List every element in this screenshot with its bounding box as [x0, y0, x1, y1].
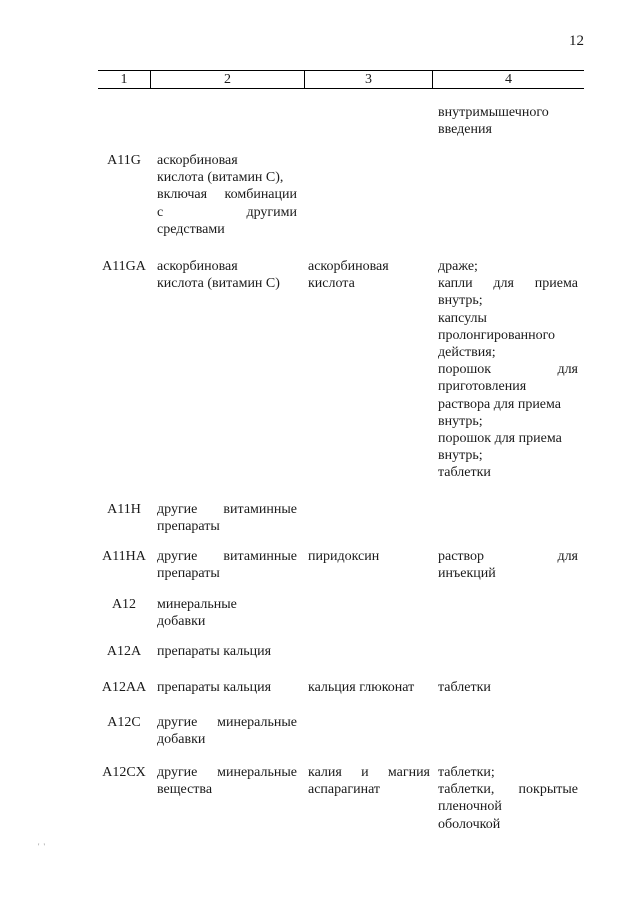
cell-line: с другими: [157, 204, 297, 220]
cell-line: внутримышечного: [438, 105, 549, 120]
header-col-3: 3: [304, 71, 432, 88]
atc-code: A11GA: [102, 259, 146, 274]
dosage-form: [438, 679, 578, 696]
cell-line: кислота: [308, 276, 355, 292]
cell-line: внутрь;: [438, 448, 483, 464]
dosage-form: [438, 258, 578, 482]
anatomical-group: [157, 714, 297, 748]
cell-line: инъекций: [438, 566, 496, 582]
cell-line: аспарагинат: [308, 782, 381, 798]
page-number: 12: [569, 33, 584, 49]
cell-line: добавки: [157, 732, 206, 748]
cell-line: внутрь;: [438, 293, 483, 309]
cell-line: вещества: [157, 782, 213, 798]
cell-line: средствами: [157, 221, 225, 237]
cell-line: включая комбинации: [157, 187, 297, 203]
cell-line: препараты: [157, 519, 220, 535]
cell-line: другие витаминные: [157, 549, 297, 564]
atc-code: A11H: [107, 502, 141, 517]
dosage-form: [438, 764, 578, 833]
cell-line: аскорбиновая: [157, 259, 238, 274]
header-col-1: 1: [120, 72, 128, 87]
cell-line: приготовления: [438, 379, 527, 395]
header-col-4: 4: [432, 71, 584, 88]
cell-line: пленочной: [438, 799, 502, 815]
cell-line: минеральные: [157, 597, 237, 612]
drug-name: [308, 548, 430, 565]
anatomical-group: [157, 501, 297, 535]
drug-name: [308, 679, 430, 696]
cell-line: таблетки;: [438, 765, 495, 780]
atc-code: A12CX: [102, 765, 146, 780]
cell-line: введения: [438, 122, 492, 138]
cell-line: драже;: [438, 259, 478, 274]
atc-code: A12AA: [101, 680, 147, 695]
anatomical-group: [157, 548, 297, 582]
anatomical-group: [157, 596, 297, 630]
anatomical-group: [157, 679, 297, 696]
atc-code: A12C: [107, 715, 141, 730]
cell-line: таблетки, покрытые: [438, 782, 578, 798]
cell-line: другие минеральные: [157, 715, 297, 730]
cell-line: таблетки: [438, 465, 491, 481]
cell-line: внутрь;: [438, 413, 483, 429]
drug-name: [308, 764, 430, 798]
cell-line: препараты: [157, 566, 220, 582]
atc-code: A11HA: [102, 549, 146, 564]
cell-line: препараты кальция: [157, 644, 272, 659]
anatomical-group: [157, 643, 297, 660]
cell-line: действия;: [438, 345, 496, 361]
corner-mark: ' ': [38, 842, 46, 851]
cell-line: раствора для приема: [438, 396, 561, 412]
cell-line: оболочкой: [438, 816, 501, 832]
cell-line: калия и магния: [308, 765, 430, 780]
anatomical-group: [157, 258, 297, 292]
drug-name: [308, 258, 430, 292]
cell-line: кислота (витамин С),: [157, 170, 284, 186]
cell-line: другие витаминные: [157, 502, 297, 517]
anatomical-group: [157, 152, 297, 238]
atc-code: A12A: [106, 644, 142, 659]
dosage-form: [438, 548, 578, 582]
cell-line: раствор для: [438, 549, 578, 564]
table-header: [98, 70, 584, 89]
header-col-2: 2: [150, 71, 304, 88]
cell-line: препараты кальция: [157, 680, 272, 695]
anatomical-group: [157, 764, 297, 798]
atc-code: A12: [111, 597, 137, 612]
cell-line: кислота (витамин С): [157, 276, 280, 292]
cell-line: таблетки: [438, 680, 491, 695]
cell-line: кальция глюконат: [308, 680, 415, 695]
cell-line: пиридоксин: [308, 549, 380, 564]
cell-line: аскорбиновая: [157, 153, 238, 168]
cell-line: капсулы: [438, 310, 487, 326]
cell-line: пролонгированного: [438, 327, 556, 343]
cell-line: аскорбиновая: [308, 259, 389, 274]
cell-line: порошок для приема: [438, 431, 562, 447]
cell-line: добавки: [157, 614, 206, 630]
cell-line: капли для приема: [438, 276, 578, 292]
atc-code: A11G: [107, 153, 141, 168]
cell-line: другие минеральные: [157, 765, 297, 780]
dosage-form: [438, 104, 578, 138]
cell-line: порошок для: [438, 362, 578, 378]
